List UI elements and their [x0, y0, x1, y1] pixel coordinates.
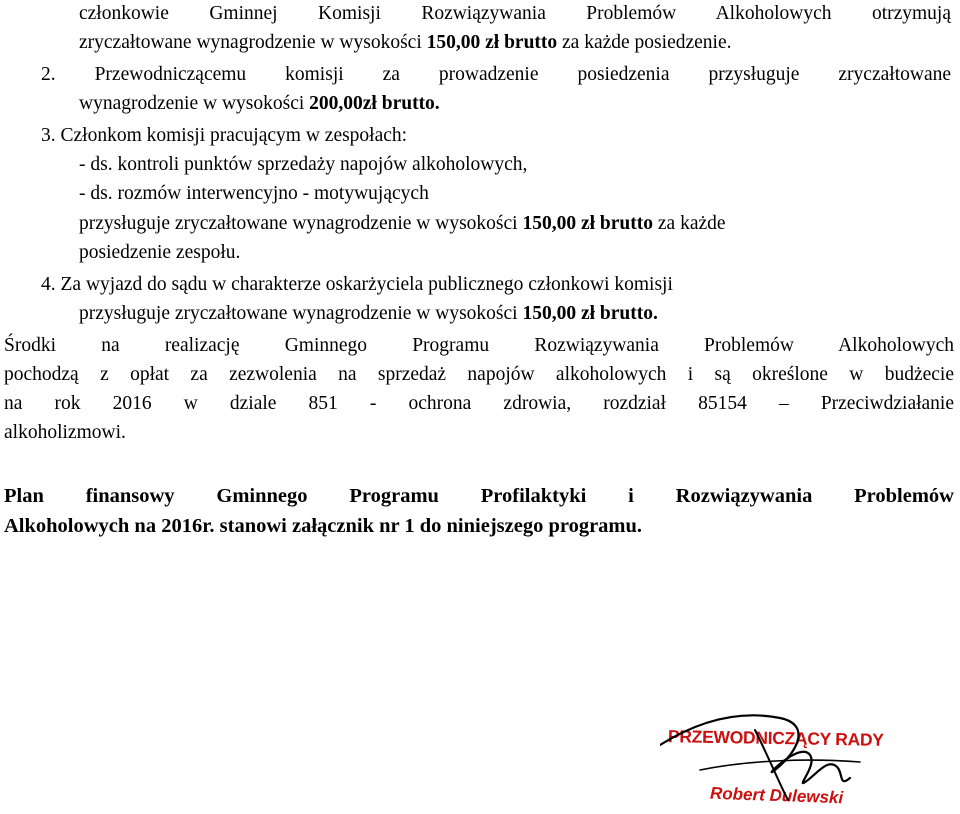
- text-segment: wynagrodzenie w wysokości: [79, 93, 310, 114]
- chairman-stamp: [660, 700, 900, 810]
- text-line: [79, 182, 429, 206]
- text-line: [79, 302, 658, 326]
- text-segment: - ds. kontroli punktów sprzedaży napojów alkoholowych,: [79, 154, 528, 175]
- text-segment: przysługuje zryczałtowane wynagrodzenie w wysokości: [79, 213, 523, 234]
- amount-bold: 150,00 zł brutto: [426, 32, 558, 53]
- stamp-title: PRZEWODNICZĄCY RADY: [667, 726, 884, 750]
- text-segment: za każde: [653, 213, 726, 234]
- handwritten-signature: [660, 700, 900, 810]
- text-segment: posiedzenie zespołu.: [79, 242, 241, 263]
- text-line: [41, 63, 951, 87]
- text-line: [79, 212, 726, 236]
- text-line: [79, 92, 440, 116]
- text-segment: pochodzą z opłat za zezwolenia na sprzedaż napojów alkoholowych i są określone w budżecie: [4, 364, 954, 385]
- text-segment: przysługuje zryczałtowane wynagrodzenie w wysokości: [79, 303, 523, 324]
- text-segment: członkowie Gminnej Komisji Rozwiązywania Problemów Alkoholowych otrzymują: [79, 3, 951, 24]
- text-line: [79, 241, 240, 265]
- text-segment: Plan finansowy Gminnego Programu Profilaktyki i Rozwiązywania Problemów: [4, 485, 954, 507]
- text-line: [79, 2, 951, 26]
- text-line: [79, 31, 731, 55]
- conclusion-line: [4, 514, 642, 538]
- text-segment: Alkoholowych na 2016r. stanowi załącznik nr 1 do niniejszego programu.: [4, 515, 643, 537]
- text-line: [4, 421, 126, 445]
- text-line: [4, 363, 954, 387]
- text-segment: 2. Przewodniczącemu komisji za prowadzenie posiedzenia przysługuje zryczałtowane: [41, 64, 951, 85]
- text-line: [79, 153, 527, 177]
- text-line: [41, 273, 673, 297]
- text-line: [41, 124, 407, 148]
- amount-bold: 150,00 zł brutto: [522, 213, 654, 234]
- text-line: [4, 392, 954, 416]
- text-line: [4, 334, 954, 358]
- conclusion-line: [4, 484, 954, 508]
- text-segment: 4. Za wyjazd do sądu w charakterze oskarżyciela publicznego członkowi komisji: [41, 274, 673, 295]
- text-segment: zryczałtowane wynagrodzenie w wysokości: [79, 32, 427, 53]
- stamp-name: Robert Dulewski: [709, 783, 844, 808]
- amount-bold: 200,00zł brutto.: [309, 93, 440, 114]
- text-segment: - ds. rozmów interwencyjno - motywujących: [79, 183, 429, 204]
- amount-bold: 150,00 zł brutto.: [522, 303, 658, 324]
- text-segment: 3. Członkom komisji pracującym w zespołach:: [41, 125, 408, 146]
- text-segment: Środki na realizację Gminnego Programu Rozwiązywania Problemów Alkoholowych: [4, 335, 954, 356]
- text-segment: na rok 2016 w dziale 851 - ochrona zdrowia, rozdział 85154 – Przeciwdziałanie: [4, 393, 954, 414]
- text-segment: alkoholizmowi.: [4, 422, 126, 443]
- text-segment: za każde posiedzenie.: [557, 32, 732, 53]
